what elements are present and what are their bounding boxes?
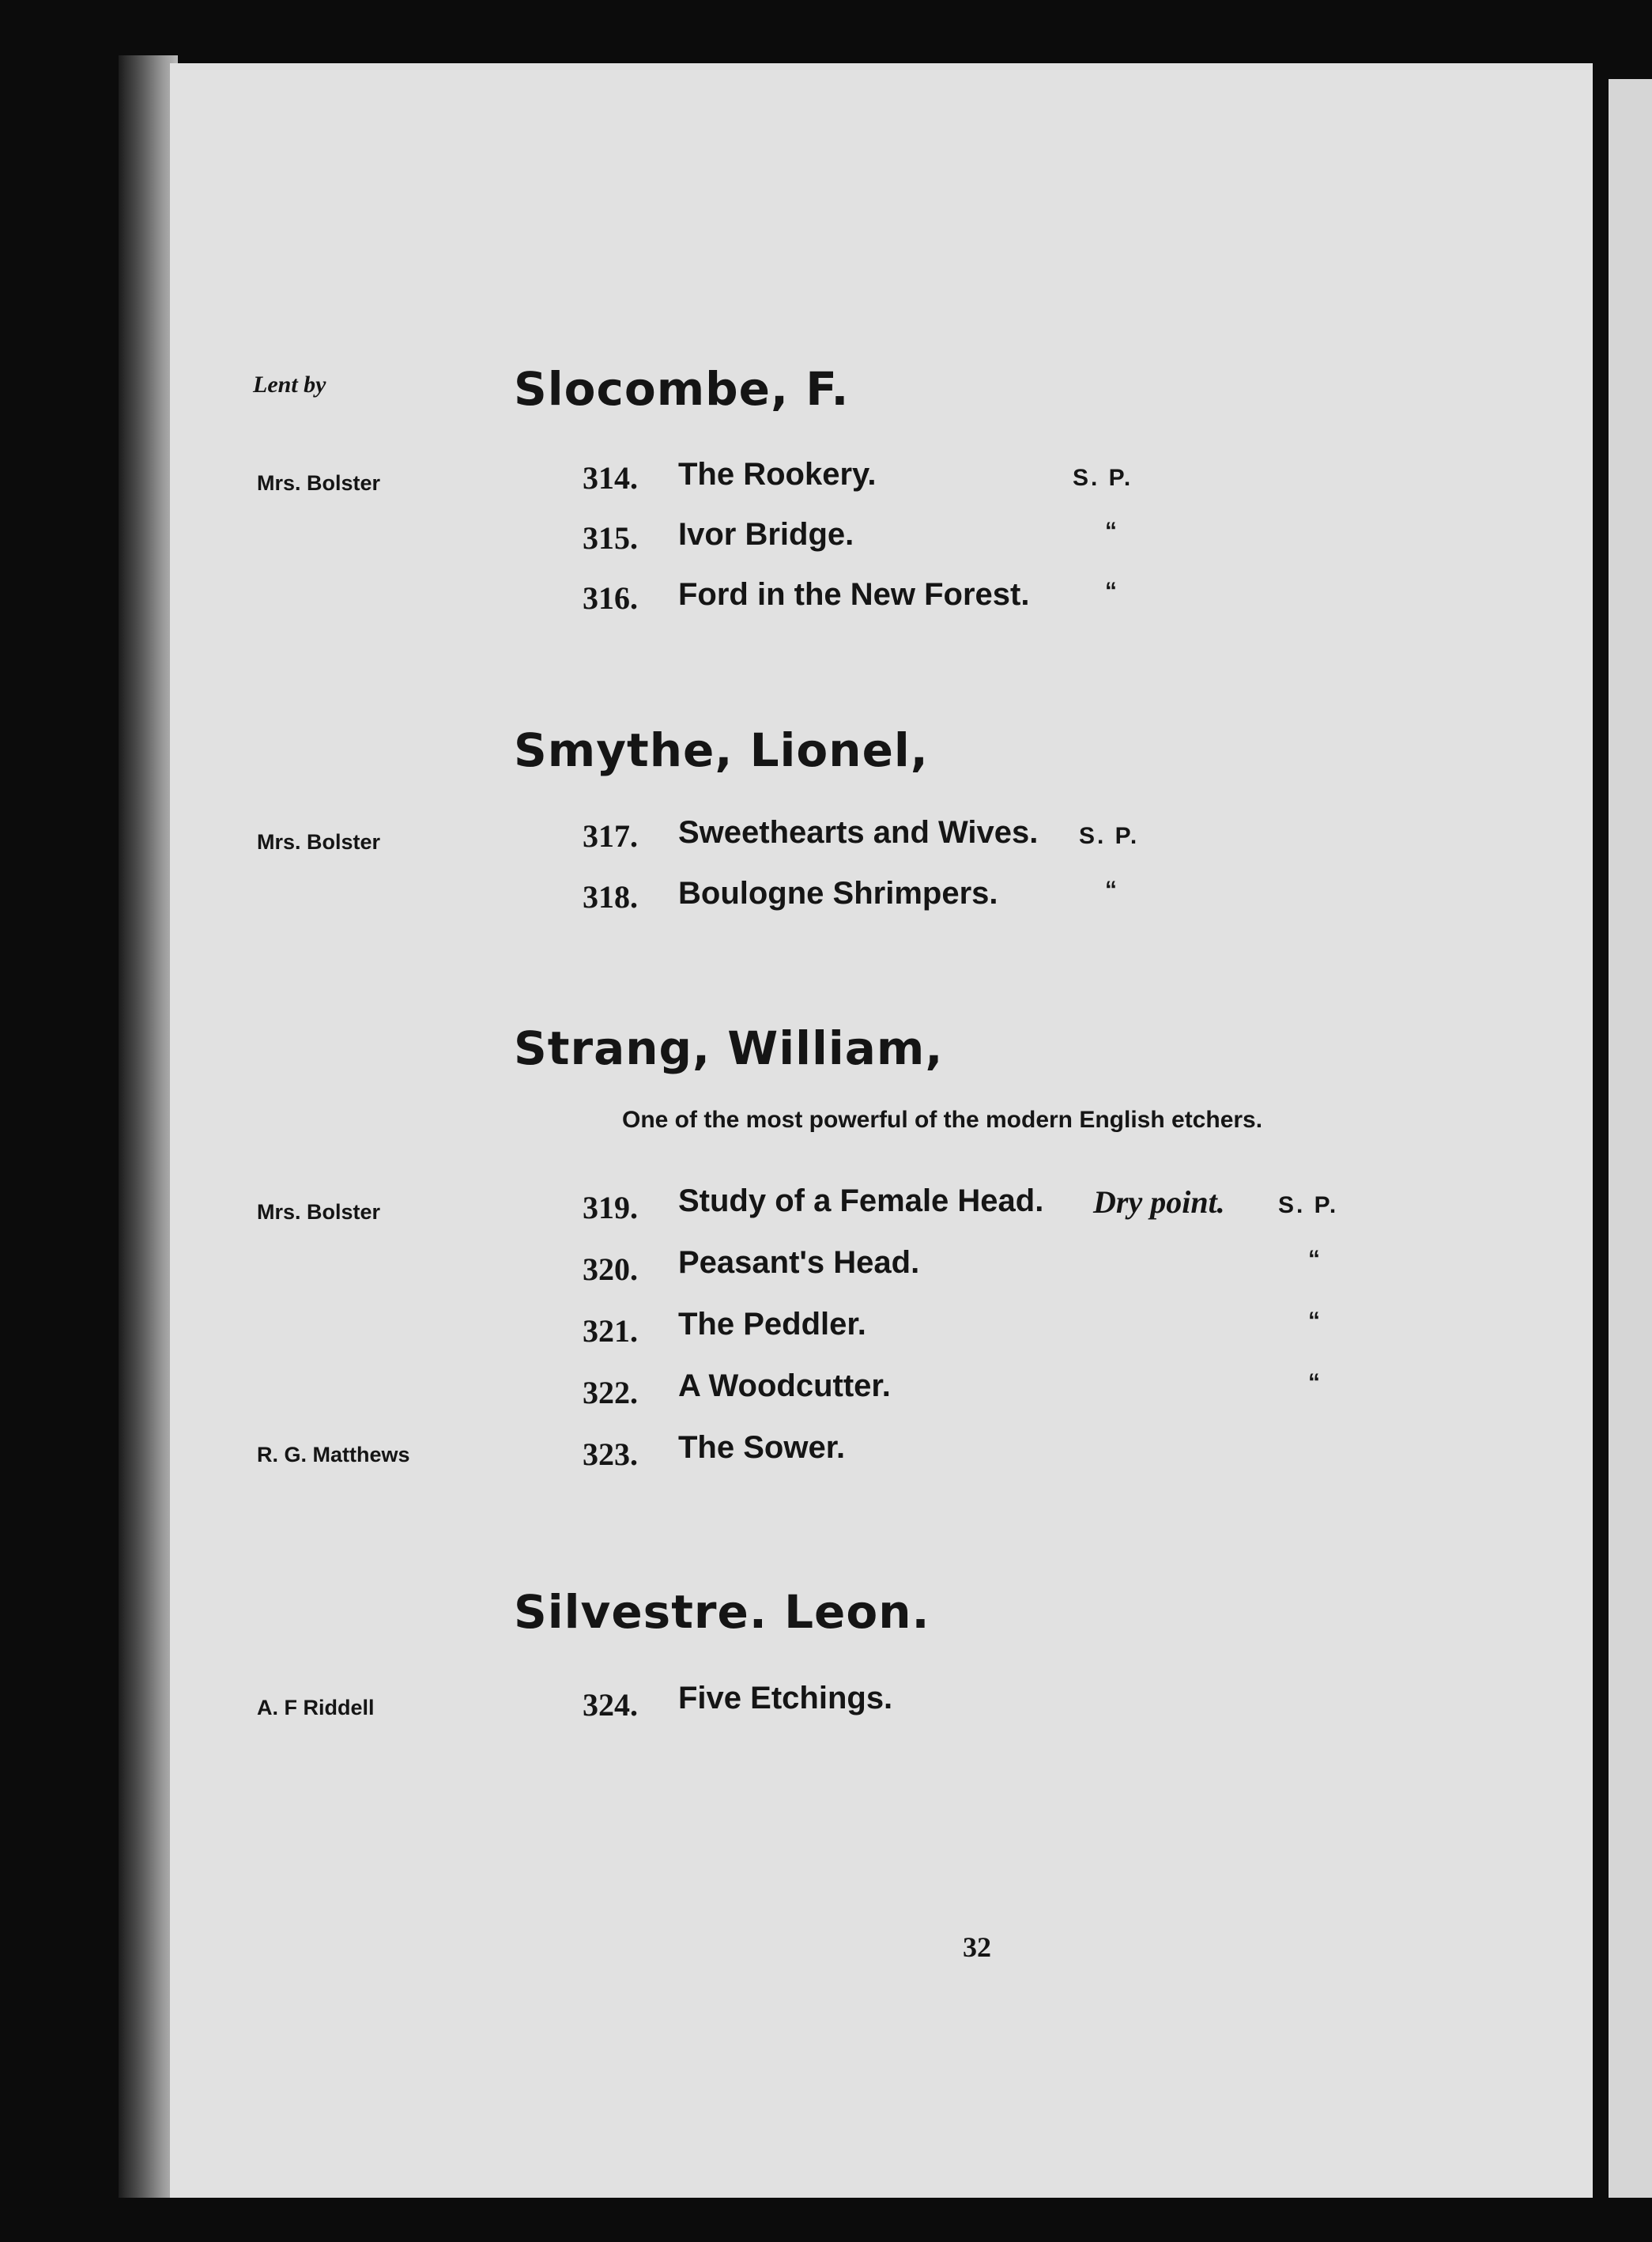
- work-title: Sweethearts and Wives.: [678, 815, 1039, 850]
- lender-name: R. G. Matthews: [257, 1443, 410, 1466]
- ditto-mark: “: [1105, 877, 1119, 903]
- catalogue-number: 314.: [583, 460, 638, 496]
- proof-mark: S. P.: [1073, 465, 1133, 491]
- work-medium: Dry point.: [1093, 1184, 1225, 1220]
- proof-mark: S. P.: [1278, 1192, 1339, 1218]
- proof-mark: S. P.: [1079, 823, 1140, 849]
- work-title: Study of a Female Head.: [678, 1183, 1044, 1218]
- work-title: Ivor Bridge.: [678, 517, 854, 552]
- work-title: Peasant's Head.: [678, 1245, 920, 1280]
- catalogue-number: 321.: [583, 1313, 638, 1349]
- catalogue-number: 315.: [583, 520, 638, 556]
- catalogue-number: 317.: [583, 818, 638, 854]
- ditto-mark: “: [1308, 1246, 1322, 1272]
- work-title: Ford in the New Forest.: [678, 577, 1030, 612]
- lender-name: Mrs. Bolster: [257, 1200, 381, 1224]
- work-title: The Rookery.: [678, 457, 877, 492]
- scan-border: [119, 2198, 1652, 2242]
- work-title: The Sower.: [678, 1430, 846, 1465]
- lender-name: Mrs. Bolster: [257, 471, 381, 495]
- catalogue-number: 316.: [583, 580, 638, 616]
- work-title: The Peddler.: [678, 1307, 866, 1342]
- ditto-mark: “: [1308, 1369, 1322, 1395]
- lender-name: Mrs. Bolster: [257, 830, 381, 854]
- facing-page-edge: [1609, 79, 1652, 2214]
- lent-by-heading: Lent by: [253, 372, 326, 398]
- ditto-mark: “: [1105, 578, 1119, 604]
- catalogue-number: 323.: [583, 1436, 638, 1472]
- work-title: Five Etchings.: [678, 1681, 893, 1715]
- artist-name: Smythe, Lionel,: [514, 723, 929, 777]
- ditto-mark: “: [1105, 518, 1119, 544]
- catalogue-number: 320.: [583, 1251, 638, 1287]
- catalogue-number: 319.: [583, 1190, 638, 1225]
- lender-name: A. F Riddell: [257, 1696, 375, 1719]
- work-title: Boulogne Shrimpers.: [678, 876, 998, 911]
- ditto-mark: “: [1308, 1308, 1322, 1334]
- page-number: 32: [963, 1931, 991, 1963]
- catalogue-number: 324.: [583, 1687, 638, 1723]
- page-gutter: [1593, 63, 1609, 2214]
- book-spine: [119, 55, 178, 2214]
- catalogue-number: 322.: [583, 1375, 638, 1410]
- artist-name: Strang, William,: [514, 1021, 944, 1075]
- artist-name: Silvestre. Leon.: [514, 1585, 930, 1639]
- work-title: A Woodcutter.: [678, 1368, 891, 1403]
- artist-name: Slocombe, F.: [514, 362, 850, 416]
- artist-note: One of the most powerful of the modern English etchers.: [622, 1107, 1263, 1133]
- catalogue-number: 318.: [583, 879, 638, 915]
